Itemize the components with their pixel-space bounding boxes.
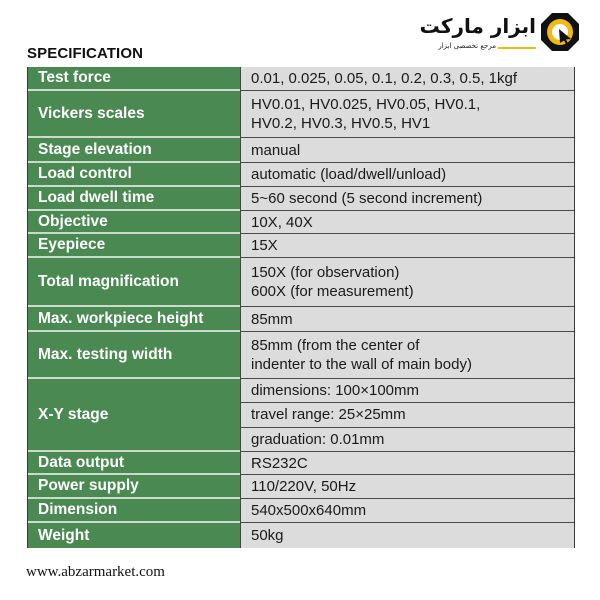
brand-underline bbox=[498, 47, 536, 49]
table-row bbox=[28, 307, 574, 332]
brand-tagline: مرجع تخصصی ابزار bbox=[438, 42, 496, 50]
row-value: 110/220V, 50Hz bbox=[241, 475, 574, 499]
table-row bbox=[28, 499, 574, 523]
row-label: Test force bbox=[28, 67, 240, 91]
row-values bbox=[240, 499, 574, 523]
row-values bbox=[240, 67, 574, 91]
table-row bbox=[28, 67, 574, 91]
row-values bbox=[240, 91, 574, 138]
row-value: 150X (for observation) 600X (for measurement) bbox=[241, 258, 574, 307]
row-label: Data output bbox=[28, 452, 240, 475]
table-row bbox=[28, 523, 574, 548]
row-label: Total magnification bbox=[28, 258, 240, 307]
row-value: 5~60 second (5 second increment) bbox=[241, 187, 574, 211]
row-label: Max. workpiece height bbox=[28, 307, 240, 332]
table-row bbox=[28, 234, 574, 258]
table-row bbox=[28, 187, 574, 211]
row-values bbox=[240, 258, 574, 307]
row-value: 540x500x640mm bbox=[241, 499, 574, 523]
row-label: Stage elevation bbox=[28, 138, 240, 163]
table-row bbox=[28, 211, 574, 234]
row-values bbox=[240, 379, 574, 452]
row-label: Weight bbox=[28, 523, 240, 548]
row-value: 15X bbox=[241, 234, 574, 258]
row-values bbox=[240, 187, 574, 211]
table-row bbox=[28, 332, 574, 379]
row-label: Objective bbox=[28, 211, 240, 234]
row-label: Load dwell time bbox=[28, 187, 240, 211]
row-values bbox=[240, 307, 574, 332]
table-row bbox=[28, 475, 574, 499]
spec-table bbox=[27, 67, 575, 548]
table-row bbox=[28, 258, 574, 307]
row-values bbox=[240, 211, 574, 234]
table-row bbox=[28, 163, 574, 187]
row-label: Max. testing width bbox=[28, 332, 240, 379]
row-value: automatic (load/dwell/unload) bbox=[241, 163, 574, 187]
row-value: RS232C bbox=[241, 452, 574, 475]
row-value: 85mm bbox=[241, 307, 574, 332]
table-row bbox=[28, 91, 574, 138]
row-values bbox=[240, 452, 574, 475]
row-value: manual bbox=[241, 138, 574, 163]
row-value: 50kg bbox=[241, 523, 574, 548]
table-row bbox=[28, 452, 574, 475]
row-label: Eyepiece bbox=[28, 234, 240, 258]
row-values bbox=[240, 475, 574, 499]
row-label: Vickers scales bbox=[28, 91, 240, 138]
row-value: travel range: 25×25mm bbox=[241, 403, 574, 427]
row-values bbox=[240, 138, 574, 163]
row-value: dimensions: 100×100mm bbox=[241, 379, 574, 403]
row-label: Load control bbox=[28, 163, 240, 187]
cursor-target-icon bbox=[540, 12, 580, 52]
row-values bbox=[240, 234, 574, 258]
row-value: HV0.01, HV0.025, HV0.05, HV0.1, HV0.2, HV0.3, HV0.5, HV1 bbox=[241, 91, 574, 138]
brand-name: ابزار مارکت bbox=[419, 14, 536, 38]
row-value: 85mm (from the center of indenter to the wall of main body) bbox=[241, 332, 574, 379]
row-label: Dimension bbox=[28, 499, 240, 523]
row-values bbox=[240, 332, 574, 379]
table-row bbox=[28, 379, 574, 452]
row-label: Power supply bbox=[28, 475, 240, 499]
row-value: 10X, 40X bbox=[241, 211, 574, 234]
table-row bbox=[28, 138, 574, 163]
row-values bbox=[240, 163, 574, 187]
row-value: 0.01, 0.025, 0.05, 0.1, 0.2, 0.3, 0.5, 1kgf bbox=[241, 67, 574, 91]
row-label: X-Y stage bbox=[28, 379, 240, 452]
website-url: www.abzarmarket.com bbox=[26, 564, 165, 580]
row-values bbox=[240, 523, 574, 548]
page-title: SPECIFICATION bbox=[27, 45, 144, 62]
brand-logo bbox=[419, 12, 582, 58]
row-value: graduation: 0.01mm bbox=[241, 428, 574, 452]
